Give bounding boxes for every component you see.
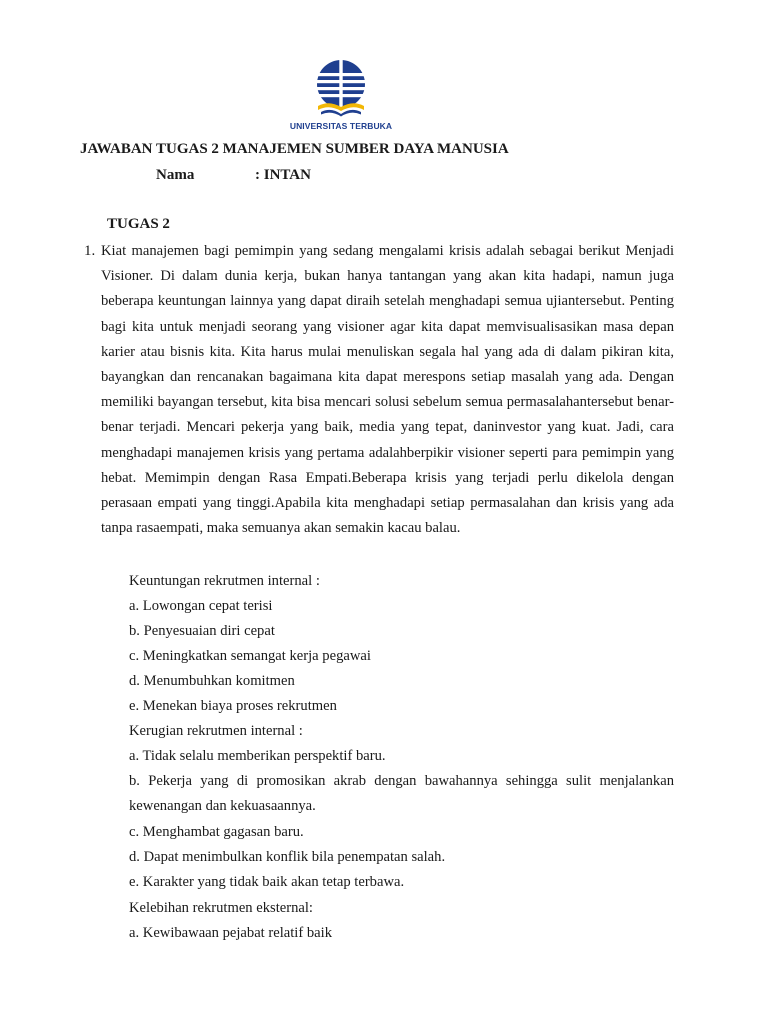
list-item: d. Dapat menimbulkan konflik bila penempatan salah. bbox=[129, 849, 446, 865]
section-title: TUGAS 2 bbox=[107, 216, 170, 232]
list-item: a. Lowongan cepat terisi bbox=[129, 598, 273, 614]
university-emblem-icon bbox=[312, 58, 370, 118]
name-value: : INTAN bbox=[255, 167, 311, 183]
list-item: d. Menumbuhkan komitmen bbox=[129, 673, 295, 689]
document-title: JAWABAN TUGAS 2 MANAJEMEN SUMBER DAYA MANUSIA bbox=[80, 141, 509, 157]
list-item: b. Penyesuaian diri cepat bbox=[129, 623, 275, 639]
list-item: c. Meningkatkan semangat kerja pegawai bbox=[129, 648, 371, 664]
list-item: a. Kewibawaan pejabat relatif baik bbox=[129, 925, 332, 941]
list-item: b. Pekerja yang di promosikan akrab dengan bawahannya sehingga sulit menjalankan kewenangan dan kekuasaannya. bbox=[129, 773, 674, 815]
list-item: a. Tidak selalu memberikan perspektif baru. bbox=[129, 748, 386, 764]
list-heading-kelebihan-eksternal: Kelebihan rekrutmen eksternal: bbox=[129, 900, 313, 916]
name-label: Nama bbox=[156, 167, 195, 183]
list-item: e. Karakter yang tidak baik akan tetap terbawa. bbox=[129, 874, 405, 890]
item-number: 1. bbox=[84, 243, 96, 259]
list-heading-kerugian-internal: Kerugian rekrutmen internal : bbox=[129, 723, 303, 739]
list-item: e. Menekan biaya proses rekrutmen bbox=[129, 698, 337, 714]
university-logo bbox=[286, 58, 396, 138]
list-item: c. Menghambat gagasan baru. bbox=[129, 824, 304, 840]
list-heading-keuntungan-internal: Keuntungan rekrutmen internal : bbox=[129, 573, 320, 589]
logo-text: UNIVERSITAS TERBUKA bbox=[289, 121, 393, 131]
answer-paragraph: Kiat manajemen bagi pemimpin yang sedang mengalami krisis adalah sebagai berikut Menjadi Visioner. Di dalam dunia kerja, bukan hanya tantangan yang akan kita hadapi, namun juga beberapa keuntungan lainnya yang dapat diraih setelah menghadapi semua ujiantersebut. Penting bagi kita untuk menjadi seorang yang visioner agar kita dapat memvisualisasikan masa depan karier atau bisnis kita. Kita harus mulai menuliskan segala hal yang ada di dalam pikiran kita, bayangkan dan rencanakan bagaimana kita dapat merespons setiap masalah yang ada. Dengan memiliki bayangan tersebut, kita bisa mencari solusi sebelum semua permasalahantersebut benar-benar terjadi. Mencari pekerja yang baik, media yang tepat, daninvestor yang kuat. Jadi, cara menghadapi manajemen krisis yang pertama adalahberpikir visioner seperti para pemimpin yang hebat. Memimpin dengan Rasa Empati.Beberapa krisis yang terjadi perlu dikelola dengan perasaan empati yang tinggi.Apabila kita menghadapi setiap permasalahan dan krisis yang ada tanpa rasaempati, maka semuanya akan semakin kacau balau. bbox=[101, 243, 674, 537]
